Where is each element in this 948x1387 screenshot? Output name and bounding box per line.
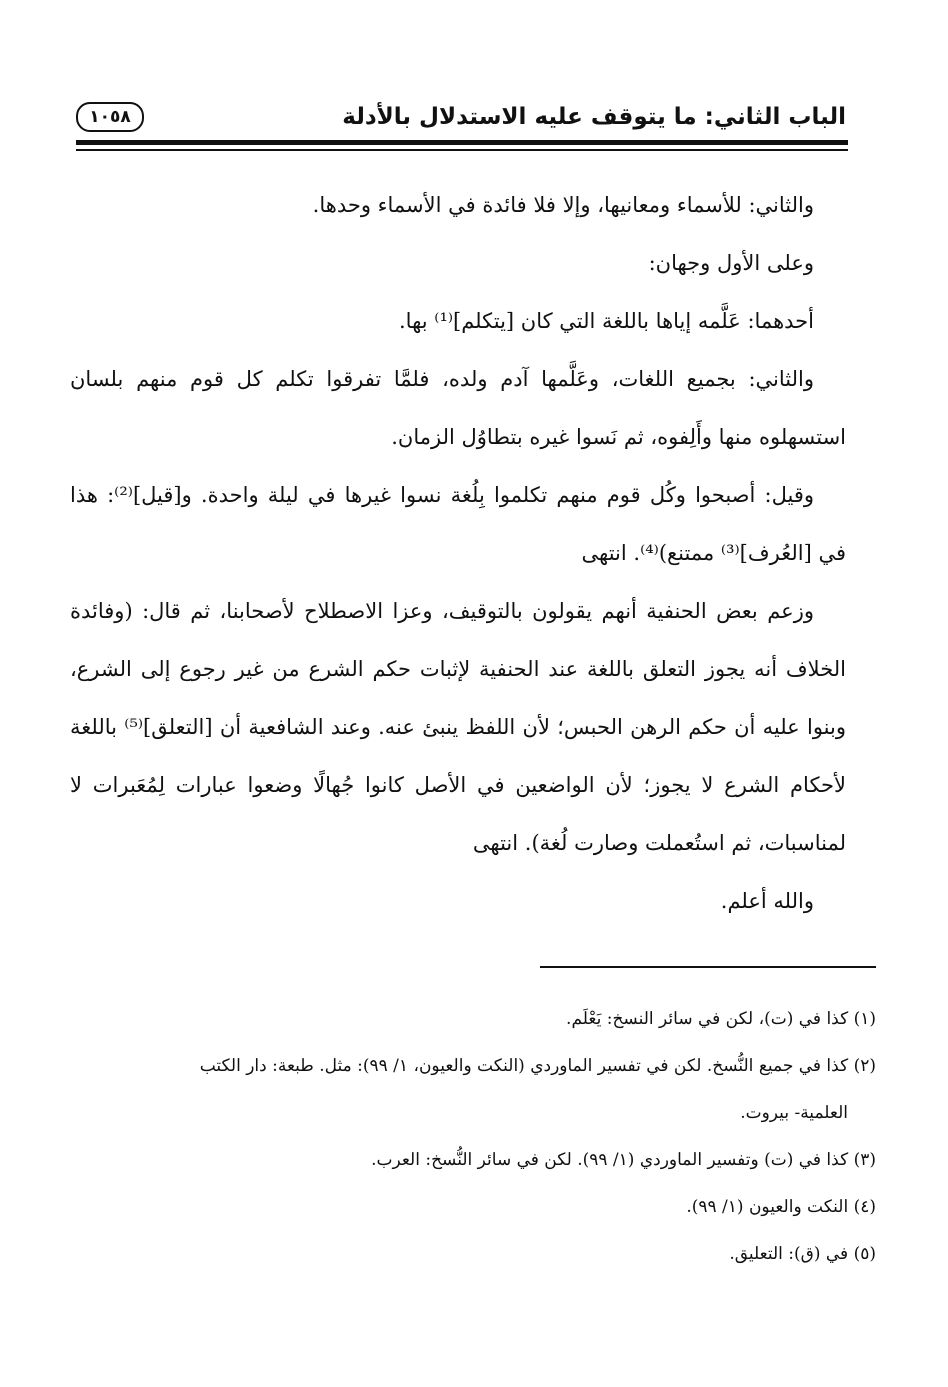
paragraph: وزعم بعض الحنفية أنهم يقولون بالتوقيف، وعزا الاصطلاح لأصحابنا، ثم قال: (وفائدة الخلاف أنه يجوز التعلق باللغة عند الحنفية لإثبات حكم الشرع من غير رجوع إلى الشرع، وبنوا عليه أن حكم الرهن الحبس؛ لأن اللفظ ينبئ عنه. وعند الشافعية أن [التعلق]⁽⁵⁾ باللغة لأحكام الشرع لا يجوز؛ لأن الواضعين في الأصل كانوا جُهالًا وضعوا عبارات لِمُعَبرات لا لمناسبات، ثم استُعملت وصارت لُغة). انتهى [70,599,846,855]
paragraph: وعلى الأول وجهان: [648,251,814,275]
footnote: (١) كذا في (ت)، لكن في سائر النسخ: يَعْلَم. [566,1009,876,1029]
footnote: (٣) كذا في (ت) وتفسير الماوردي (١/ ٩٩). لكن في سائر النُّسخ: العرب. [371,1150,876,1170]
running-title: الباب الثاني: ما يتوقف عليه الاستدلال بالأدلة [342,104,846,130]
footnote: (٤) النكت والعيون (١/ ٩٩). [686,1197,876,1217]
footnote-separator [540,966,876,968]
page-number: ١٠٥٨ [76,102,144,132]
footnote: (٥) في (ق): التعليق. [729,1244,876,1264]
header-rule-thin [76,149,848,151]
paragraph: وقيل: أصبحوا وكُل قوم منهم تكلموا بِلُغة نسوا غيرها في ليلة واحدة. و[قيل]⁽²⁾: هذا في [العُرف]⁽³⁾ ممتنع)⁽⁴⁾. انتهى [70,483,846,565]
header-rule-thick [76,140,848,145]
closing-line: والله أعلم. [720,889,814,913]
main-text [70,176,846,930]
page-header [76,100,846,136]
paragraph: والثاني: للأسماء ومعانيها، وإلا فلا فائدة في الأسماء وحدها. [312,193,814,217]
paragraph: والثاني: بجميع اللغات، وعَلَّمها آدم ولده، فلمَّا تفرقوا تكلم كل قوم منهم بلسان استسهلوه منها وأَلِفوه، ثم نَسوا غيره بتطاوُل الزمان. [70,367,846,449]
footnote-continuation: العلمية- بيروت. [740,1103,848,1123]
paragraph: أحدهما: عَلَّمه إياها باللغة التي كان [يتكلم]⁽¹⁾ بها. [399,309,814,333]
footnote: (٢) كذا في جميع النُّسخ. لكن في تفسير الماوردي (النكت والعيون، ١/ ٩٩): مثل. طبعة: دار الكتب [199,1056,876,1076]
footnotes [70,996,876,1278]
